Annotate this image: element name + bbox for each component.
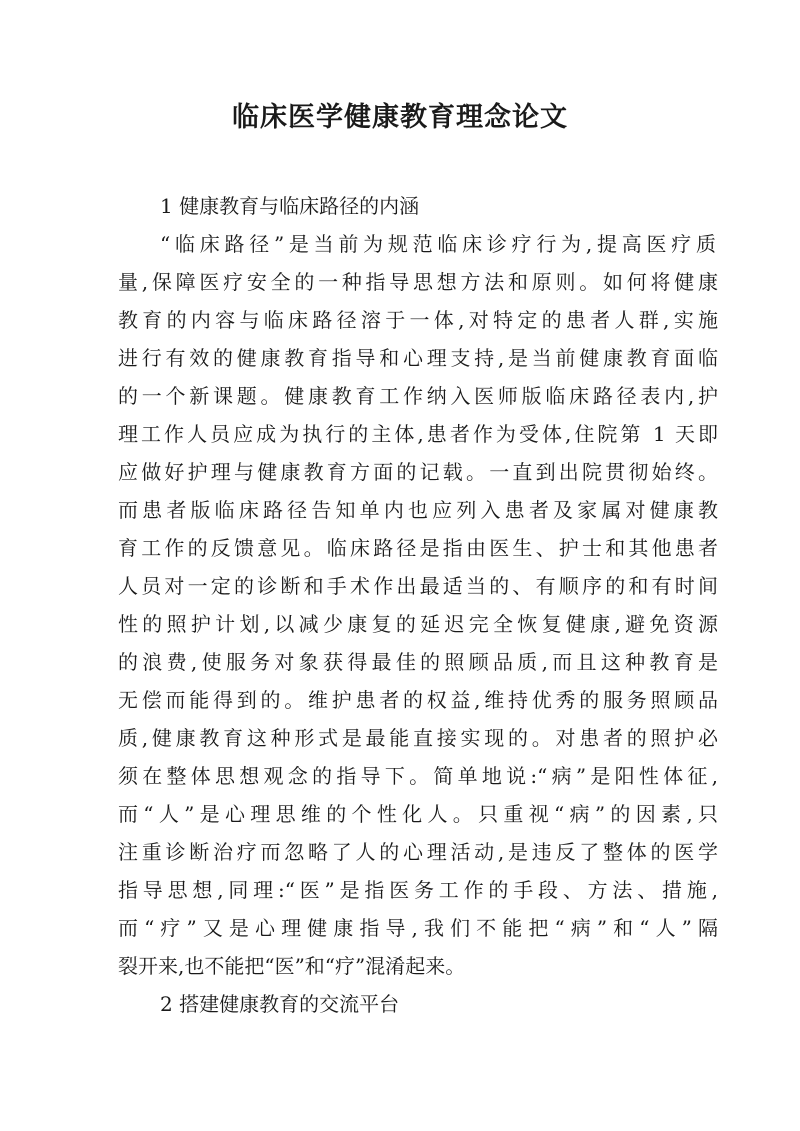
paragraph-line: 人员对一定的诊断和手术作出最适当的、有顺序的和有时间 <box>118 574 718 598</box>
paragraph-line: 而“人”是心理思维的个性化人。只重视“病”的因素,只 <box>118 802 718 826</box>
paragraph-line: 理工作人员应成为执行的主体,患者作为受体,住院第 1 天即 <box>118 422 718 446</box>
paragraph-line: 注重诊断治疗而忽略了人的心理活动,是违反了整体的医学 <box>118 840 718 864</box>
paragraph-line: 的一个新课题。健康教育工作纳入医师版临床路径表内,护 <box>118 384 718 408</box>
paragraph-line: 育工作的反馈意见。临床路径是指由医生、护士和其他患者 <box>118 536 718 560</box>
paragraph-line: 教育的内容与临床路径溶于一体,对特定的患者人群,实施 <box>118 308 718 332</box>
paragraph-line: 指导思想,同理:“医”是指医务工作的手段、方法、措施, <box>118 878 718 902</box>
section-heading-1: 1 健康教育与临床路径的内涵 <box>160 194 420 218</box>
paragraph-line: 量,保障医疗安全的一种指导思想方法和原则。如何将健康 <box>118 270 718 294</box>
paragraph-line: “临床路径”是当前为规范临床诊疗行为,提高医疗质 <box>160 232 716 256</box>
paragraph-line: 而“疗”又是心理健康指导,我们不能把“病”和“人”隔 <box>118 916 718 940</box>
paragraph-line: 裂开来,也不能把“医”和“疗”混淆起来。 <box>118 954 466 978</box>
paragraph-line: 的浪费,使服务对象获得最佳的照顾品质,而且这种教育是 <box>118 650 718 674</box>
paragraph-line: 而患者版临床路径告知单内也应列入患者及家属对健康教 <box>118 498 718 522</box>
section-heading-2: 2 搭建健康教育的交流平台 <box>160 992 400 1016</box>
paragraph-line: 应做好护理与健康教育方面的记载。一直到出院贯彻始终。 <box>118 460 718 484</box>
document-title: 临床医学健康教育理念论文 <box>232 102 568 133</box>
paragraph-line: 进行有效的健康教育指导和心理支持,是当前健康教育面临 <box>118 346 718 370</box>
paragraph-line: 性的照护计划,以减少康复的延迟完全恢复健康,避免资源 <box>118 612 718 636</box>
paragraph-line: 须在整体思想观念的指导下。简单地说:“病”是阳性体征, <box>118 764 718 788</box>
paragraph-line: 无偿而能得到的。维护患者的权益,维持优秀的服务照顾品 <box>118 688 718 712</box>
paragraph-line: 质,健康教育这种形式是最能直接实现的。对患者的照护必 <box>118 726 718 750</box>
